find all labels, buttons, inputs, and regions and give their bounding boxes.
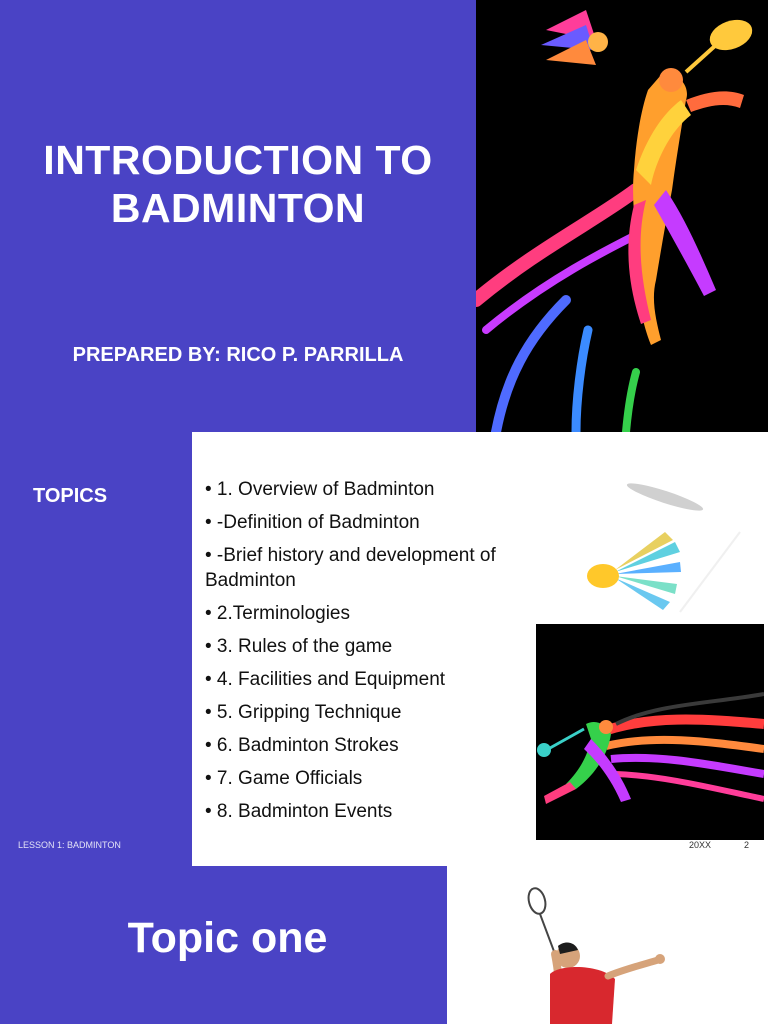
list-item: • 7. Game Officials: [205, 768, 363, 789]
shuttlecock-image: [540, 452, 760, 632]
topics-list: [205, 477, 545, 832]
slide-2: [0, 432, 768, 866]
slide-1: [0, 0, 768, 432]
title-panel: [0, 0, 476, 432]
topics-heading: TOPICS: [33, 485, 108, 507]
list-item: • 8. Badminton Events: [205, 801, 393, 822]
list-item: • 4. Facilities and Equipment: [205, 669, 446, 690]
presenter-line: PREPARED BY: RICO P. PARRILLA: [72, 344, 404, 366]
player-photo: [520, 884, 680, 1024]
list-item: • 5. Gripping Technique: [205, 702, 402, 723]
topics-panel: [0, 432, 192, 866]
player-illustration: [476, 0, 768, 432]
list-item: • 3. Rules of the game: [205, 636, 393, 657]
player-action-image: [536, 624, 764, 840]
list-item: • 2.Terminologies: [205, 603, 350, 624]
list-item: • -Brief history and development of Badminton: [205, 545, 496, 591]
topic-title: Topic one: [127, 914, 328, 962]
list-item: • -Definition of Badminton: [205, 512, 420, 533]
slide-3: [0, 866, 768, 1024]
topic-panel: [0, 866, 447, 1024]
list-item: • 1. Overview of Badminton: [205, 479, 435, 500]
lesson-footer: LESSON 1: BADMINTON: [18, 840, 121, 850]
page-number: 2: [744, 840, 750, 850]
slide-title: INTRODUCTION TO BADMINTON: [43, 137, 433, 231]
list-item: • 6. Badminton Strokes: [205, 735, 399, 756]
slide-date: 20XX: [689, 840, 712, 850]
